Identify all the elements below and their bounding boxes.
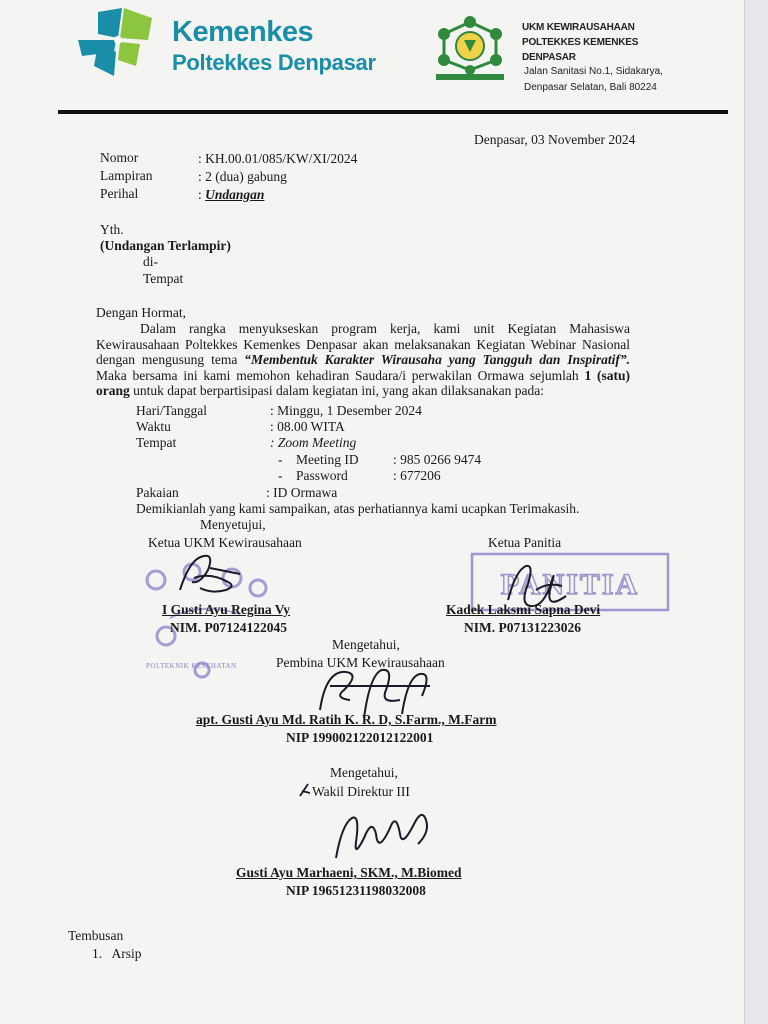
zoom-value-password: : 677206 <box>393 468 441 483</box>
stamp-text: PANITIA <box>500 568 640 601</box>
advisor-role: Pembina UKM Kewirausahaan <box>276 655 445 670</box>
webinar-theme: “Membentuk Karakter Wirausaha yang Tangguh dan Inspiratif”. <box>244 352 630 367</box>
page-edge <box>744 0 768 1024</box>
org-line: POLTEKKES KEMENKES <box>522 37 639 48</box>
attendee-count: 1 (satu) orang <box>96 367 630 398</box>
recipient-place: Tempat <box>143 271 184 286</box>
body-text-2: Maka bersama ini kami memohon kehadiran Saudara/i perwakilan Ormawa sejumlah <box>96 367 585 383</box>
advisor-name: apt. Gusti Ayu Md. Ratih K. R. D, S.Farm., M.Farm <box>196 712 497 727</box>
brand-name: Kemenkes <box>172 16 314 48</box>
detail-label-time: Waktu <box>136 419 171 434</box>
org-line: DENPASAR <box>522 52 576 63</box>
detail-label-place: Tempat <box>136 435 177 450</box>
salutation: Dengan Hormat, <box>96 305 186 320</box>
meta-label-perihal: Perihal <box>100 186 139 201</box>
meta-value-perihal <box>198 187 264 203</box>
right-role: Ketua Panitia <box>488 535 562 550</box>
right-signatory-nim: NIM. P07131223026 <box>464 620 581 635</box>
detail-value-date: : Minggu, 1 Desember 2024 <box>270 403 422 418</box>
zoom-label-password: - Password <box>278 468 348 483</box>
org-name <box>522 20 638 65</box>
meta-separator: : <box>198 187 206 202</box>
left-signatory-nim: NIM. P07124122045 <box>170 620 287 635</box>
left-signatory-name: I Gusti Ayu Regina Vy <box>162 602 291 617</box>
advisor-signature-icon <box>310 660 440 720</box>
attire-value: : ID Ormawa <box>266 485 338 500</box>
org-address <box>524 64 663 96</box>
director-signature-icon <box>330 798 440 868</box>
closing-text: Demikianlah yang kami sampaikan, atas perhatiannya kami ucapkan Terimakasih. <box>136 501 580 516</box>
director-nip: NIP 19651231198032008 <box>286 883 426 898</box>
detail-value-place: : Zoom Meeting <box>270 435 357 450</box>
cc-item: 1. Arsip <box>92 946 142 961</box>
subject-text: Undangan <box>205 187 265 202</box>
detail-label-date: Hari/Tanggal <box>136 403 208 418</box>
header-divider <box>58 110 728 114</box>
left-role: Ketua UKM Kewirausahaan <box>148 535 302 550</box>
director-role: Wakil Direktur III <box>312 784 410 799</box>
director-name: Gusti Ayu Marhaeni, SKM., M.Biomed <box>236 865 462 880</box>
meta-value-lampiran: : 2 (dua) gabung <box>198 169 287 184</box>
meta-label-nomor: Nomor <box>100 150 139 165</box>
zoom-value-id: : 985 0266 9474 <box>393 452 482 467</box>
detail-value-time: : 08.00 WITA <box>270 419 345 434</box>
recipient-yth: Yth. <box>100 222 124 237</box>
body-text-1: Dalam rangka menyukseskan program kerja, kami unit Kegiatan Mahasiswa Kewirausahaan Poltekkes Kemenkes Denpasar akan melaksanakan Kegiatan Webinar Nasional dengan mengusung tema <box>96 321 630 367</box>
right-signatory-name: Kadek Laksmi Sapna Devi <box>446 602 601 617</box>
cc-title: Tembusan <box>68 928 124 943</box>
advisor-nip: NIP 199002122012122001 <box>286 730 434 745</box>
zoom-label-id: - Meeting ID <box>278 452 359 467</box>
director-initial-mark-icon <box>298 782 312 798</box>
brand-subtitle: Poltekkes Denpasar <box>172 50 376 75</box>
advisor-intro: Mengetahui, <box>332 637 400 652</box>
attire-label: Pakaian <box>136 485 179 500</box>
approval-label: Menyetujui, <box>200 517 266 532</box>
ukm-logo-icon <box>430 12 510 84</box>
body-text-3: untuk dapat berpartisipasi dalam kegiatan ini, yang akan dilaksanakan pada: <box>129 383 544 398</box>
recipient-di: di- <box>143 254 158 269</box>
stamp-caption: POLTEKNIK KESEHATAN <box>146 662 237 670</box>
director-intro: Mengetahui, <box>330 765 398 780</box>
place-date: Denpasar, 03 November 2024 <box>474 132 636 147</box>
meta-label-lampiran: Lampiran <box>100 168 153 183</box>
meta-value-nomor: : KH.00.01/085/KW/XI/2024 <box>198 151 358 166</box>
kemenkes-logo-icon <box>78 4 158 78</box>
body-paragraph <box>96 321 630 399</box>
address-line: Jalan Sanitasi No.1, Sidakarya, <box>524 66 663 77</box>
org-line: UKM KEWIRAUSAHAAN <box>522 22 635 33</box>
recipient-name: (Undangan Terlampir) <box>100 238 231 253</box>
left-signature-icon <box>170 548 260 598</box>
address-line: Denpasar Selatan, Bali 80224 <box>524 82 657 93</box>
